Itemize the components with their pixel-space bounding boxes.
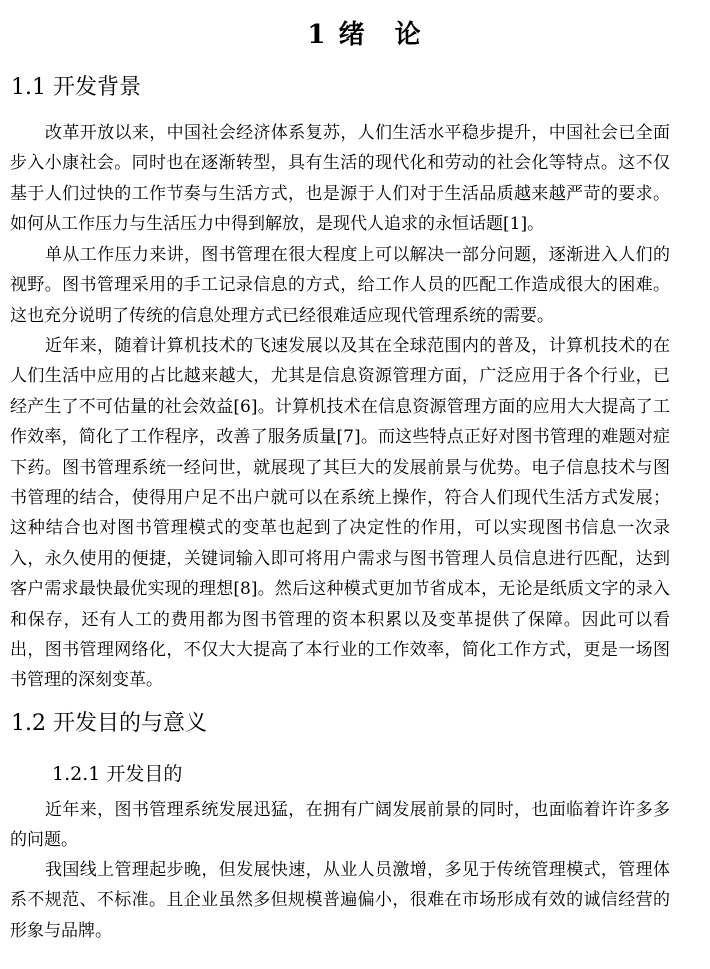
paragraph: 改革开放以来，中国社会经济体系复苏，人们生活水平稳步提升，中国社会已全面步入小康社会。同时也在逐渐转型，具有生活的现代化和劳动的社会化等特点。这不仅基于人们过快的工作节奏与生活方式，也是源于人们对于生活品质越来越严苛的要求。如何从工作压力与生活压力中得到解放，是现代人追求的永恒话题[1]。 xyxy=(10,123,670,235)
paragraph: 近年来，随着计算机技术的飞速发展以及其在全球范围内的普及，计算机技术的在人们生活中应用的占比越来越大，尤其是信息资源管理方面，广泛应用于各个行业，已经产生了不可估量的社会效益[6]。计算机技术在信息资源管理方面的应用大大提高了工作效率，简化了工作程序，改善了服务质量[7]。而这些特点正好对图书管理的难题对症下药。图书管理系统一经问世，就展现了其巨大的发展前景与优势。电子信息技术与图书管理的结合，使得用户足不出户就可以在系统上操作，符合人们现代生活方式发展；这种结合也对图书管理模式的变革也起到了决定性的作用，可以实现图书信息一次录入，永久使用的便捷，关键词输入即可将用户需求与图书管理人员信息进行匹配，达到客户需求最快最优实现的理想[8]。然后这种模式更加节省成本，无论是纸质文字的录入和保存，还有人工的费用都为图书管理的资本积累以及变革提供了保障。因此可以看出，图书管理网络化，不仅大大提高了本行业的工作效率，简化工作方式，更是一场图书管理的深刻变革。 xyxy=(10,336,670,691)
paragraph: 近年来，图书管理系统发展迅猛，在拥有广阔发展前景的同时，也面临着许许多多的问题。 xyxy=(10,800,670,851)
section-heading-1-1: 1.1 开发背景 xyxy=(11,75,141,100)
paragraph: 单从工作压力来讲，图书管理在很大程度上可以解决一部分问题，逐渐进入人们的视野。图书管理采用的手工记录信息的方式，给工作人员的匹配工作造成很大的困难。这也充分说明了传统的信息处理方式已经很难适应现代管理系统的需要。 xyxy=(10,245,670,326)
chapter-title: 1 绪 论 xyxy=(307,20,423,50)
paragraph: 我国线上管理起步晚，但发展快速，从业人员激增，多见于传统管理模式，管理体系不规范、不标准。且企业虽然多但规模普遍偏小，很难在市场形成有效的诚信经营的形象与品牌。 xyxy=(10,860,670,941)
section-heading-1-2: 1.2 开发目的与意义 xyxy=(11,711,207,736)
subsection-heading-1-2-1: 1.2.1 开发目的 xyxy=(52,763,183,785)
